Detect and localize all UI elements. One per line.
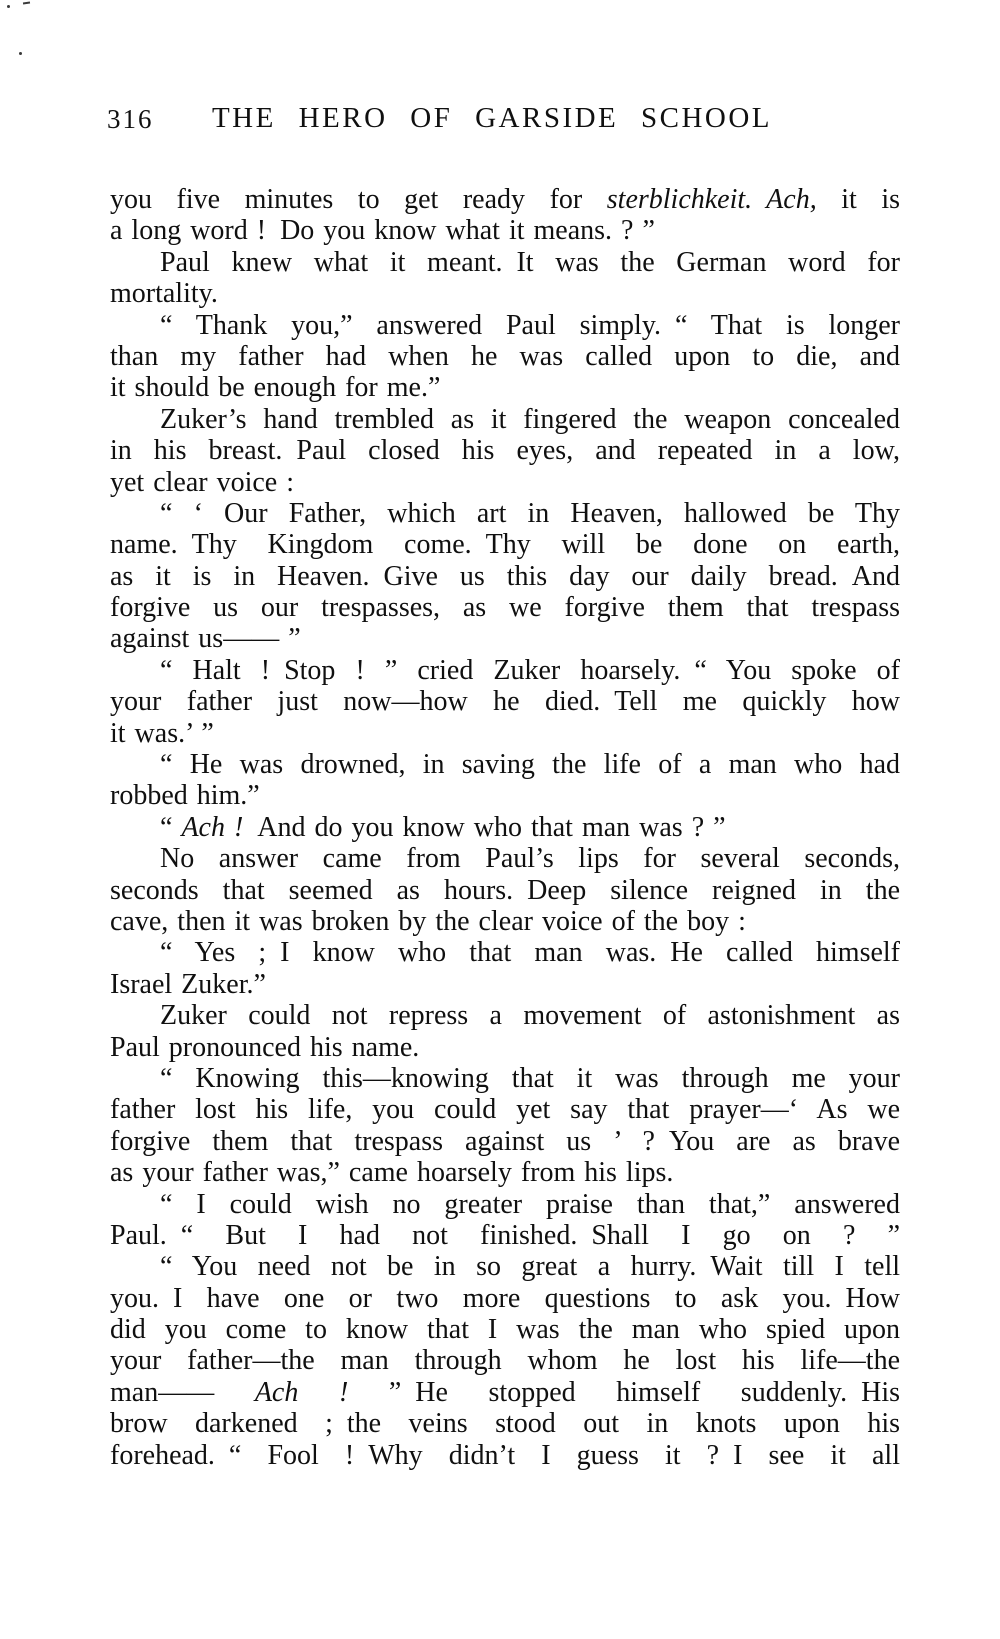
text-line [110, 372, 900, 403]
text-line [110, 1251, 900, 1282]
text-segment: “ I could wish no greater praise than that,” answered [160, 1188, 900, 1220]
text-line [110, 718, 900, 749]
text-segment: Paul pronounced his name. [110, 1031, 420, 1063]
text-segment: ” He stopped himself suddenly. His [348, 1376, 900, 1408]
text-line [110, 1345, 900, 1376]
text-line [110, 592, 900, 623]
running-title: THE HERO OF GARSIDE SCHOOL [211, 102, 773, 134]
text-segment: you. I have one or two more questions to ask you. How [110, 1282, 900, 1314]
text-segment: cave, then it was broken by the clear voice of the boy : [110, 905, 746, 937]
scan-speck [19, 52, 22, 55]
text-segment: Paul. “ But I had not finished. Shall I go on ? ” [110, 1219, 900, 1251]
text-segment: “ You need not be in so great a hurry. Wait till I tell [160, 1251, 900, 1283]
text-line [110, 937, 900, 968]
text-segment: you five minutes to get ready for [110, 184, 607, 215]
text-segment: Paul knew what it meant. It was the German word for [160, 246, 900, 278]
text-line [110, 1220, 900, 1251]
text-line [110, 1000, 900, 1031]
text-line [110, 1440, 900, 1471]
text-segment: as your father was,” came hoarsely from his lips. [110, 1157, 674, 1189]
text-segment: a long word ! Do you know what it means. ? ” [110, 215, 655, 247]
text-line [110, 1032, 900, 1063]
text-line [110, 1094, 900, 1125]
text-line [110, 404, 900, 435]
text-segment: name. Thy Kingdom come. Thy will be done on earth, [110, 529, 900, 561]
text-line [110, 1283, 900, 1314]
text-line [110, 1314, 900, 1345]
text-segment: father lost his life, you could yet say that prayer—‘ As we [110, 1094, 900, 1126]
text-line [110, 247, 900, 278]
text-line [110, 341, 900, 372]
text-segment [752, 184, 766, 215]
text-segment: “ Thank you,” answered Paul simply. “ That is longer [160, 309, 900, 341]
text-line [110, 184, 900, 215]
text-segment: forehead. “ Fool ! Why didn’t I guess it ? I see it all [110, 1439, 900, 1471]
text-segment: it should be enough for me.” [110, 372, 441, 404]
text-line [110, 623, 900, 654]
text-line [110, 278, 900, 309]
text-line [110, 655, 900, 686]
page-number: 316 [107, 104, 154, 134]
text-segment: your father just now—how he died. Tell me quickly how [110, 686, 900, 718]
text-segment: brow darkened ; the veins stood out in knots upon his [110, 1408, 900, 1440]
text-line [110, 843, 900, 874]
text-line [110, 1126, 900, 1157]
text-segment: robbed him.” [110, 780, 260, 812]
text-segment: And do you know who that man was ? ” [243, 811, 726, 843]
text-segment: “ ‘ Our Father, which art in Heaven, hallowed be Thy [160, 497, 900, 529]
text-segment: against us—— ” [110, 623, 301, 655]
text-segment: yet clear voice : [110, 466, 295, 498]
text-body [110, 184, 900, 1471]
text-segment: it was.’ ” [110, 717, 214, 749]
text-segment: Zuker’s hand trembled as it fingered the weapon concealed [160, 403, 900, 435]
text-line [110, 1189, 900, 1220]
text-line [110, 310, 900, 341]
text-segment: Zuker could not repress a movement of astonishment as [160, 1000, 900, 1032]
text-line [110, 1063, 900, 1094]
text-line [110, 215, 900, 246]
italic-text-segment: Ach ! [254, 1376, 349, 1408]
text-line [110, 749, 900, 780]
text-segment: mortality. [110, 278, 218, 310]
text-segment: forgive them that trespass against us ’ ? You are as brave [110, 1125, 900, 1157]
text-line [110, 812, 900, 843]
text-segment: your father—the man through whom he lost his life—the [110, 1345, 900, 1377]
text-segment: as it is in Heaven. Give us this day our daily bread. And [110, 560, 900, 592]
text-line [110, 1377, 900, 1408]
text-segment: Israel Zuker.” [110, 968, 266, 1000]
text-line [110, 1408, 900, 1439]
text-segment: “ Halt ! Stop ! ” cried Zuker hoarsely. “ You spoke of [160, 654, 900, 686]
text-line [110, 969, 900, 1000]
italic-text-segment: Ach, [766, 184, 817, 215]
text-line [110, 686, 900, 717]
text-line [110, 498, 900, 529]
text-line [110, 467, 900, 498]
text-segment: “ [160, 811, 182, 843]
book-page [107, 102, 901, 1471]
text-segment: in his breast. Paul closed his eyes, and repeated in a low, [110, 435, 900, 467]
text-segment: “ Yes ; I know who that man was. He called himself [160, 937, 900, 969]
text-line [110, 561, 900, 592]
text-segment: did you come to know that I was the man who spied upon [110, 1314, 900, 1346]
text-line [110, 780, 900, 811]
scan-speck [7, 5, 10, 8]
italic-text-segment: Ach ! [181, 811, 244, 843]
italic-text-segment: sterblichkeit. [606, 184, 753, 215]
text-segment: than my father had when he was called upon to die, and [110, 340, 900, 372]
text-line [110, 435, 900, 466]
page-header [107, 102, 900, 140]
text-segment: forgive us our trespasses, as we forgive them that trespass [110, 592, 900, 624]
text-line [110, 875, 900, 906]
text-line [110, 906, 900, 937]
text-segment: man—— [110, 1376, 255, 1408]
text-segment: it is [816, 184, 901, 215]
text-segment: seconds that seemed as hours. Deep silence reigned in the [110, 874, 900, 906]
text-segment: “ Knowing this—knowing that it was through me your [160, 1062, 900, 1094]
text-segment: “ He was drowned, in saving the life of a man who had [160, 749, 900, 781]
scan-speck [23, 2, 30, 5]
text-line [110, 1157, 900, 1188]
text-line [110, 529, 900, 560]
text-segment: No answer came from Paul’s lips for several seconds, [160, 843, 900, 875]
